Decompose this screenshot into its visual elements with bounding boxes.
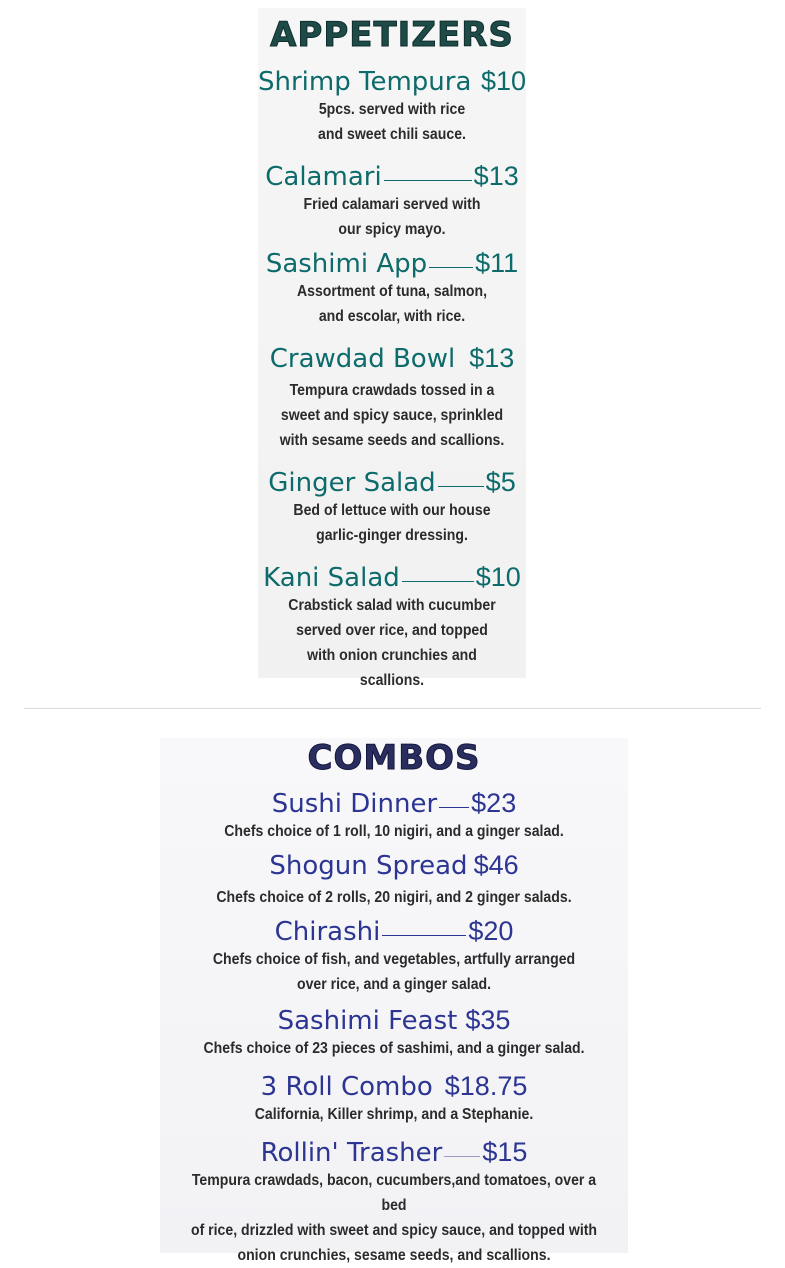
- item-description: Chefs choice of fish, and vegetables, artfully arranged over rice, and a ginger salad.: [212, 951, 576, 993]
- combos-menu-image: [160, 738, 628, 1264]
- item-description: California, Killer shrimp, and a Stephanie.: [254, 1106, 534, 1123]
- item-name: Ginger Salad: [268, 467, 436, 498]
- menu-item-sashimi-feast: [160, 1005, 628, 1061]
- item-price: $20: [468, 916, 514, 946]
- leader-line: [438, 486, 484, 487]
- menu-item-shrimp-tempura: [258, 66, 526, 147]
- menu-item-kani-salad: [258, 562, 526, 693]
- appetizers-heading: APPETIZERS: [270, 15, 514, 55]
- item-price: $10: [480, 66, 526, 96]
- leader-line: [444, 1156, 480, 1157]
- item-description: Bed of lettuce with our house garlic-ginger dressing.: [293, 502, 491, 544]
- item-price: $15: [482, 1137, 528, 1167]
- menu-item-sushi-dinner: [160, 788, 628, 844]
- menu-item-sashimi-app: [258, 248, 526, 329]
- leader-line: [429, 267, 473, 268]
- menu-item-chirashi: [160, 916, 628, 997]
- item-description: Chefs choice of 23 pieces of sashimi, and a ginger salad.: [203, 1040, 585, 1057]
- item-name: Shrimp Tempura: [258, 66, 472, 97]
- item-description: Tempura crawdads tossed in a sweet and spicy sauce, sprinkled with sesame seeds and scallions.: [279, 382, 505, 449]
- menu-item-shogun-spread: [160, 850, 628, 910]
- item-name: Crawdad Bowl: [269, 343, 456, 374]
- section-divider: [24, 708, 761, 709]
- item-price: $23: [471, 788, 517, 818]
- item-description: Tempura crawdads, bacon, cucumbers,and tomatoes, over a bed of rice, drizzled with sweet and spicy sauce, and topped with onion crunchies, sesame seeds, and scallions.: [190, 1172, 598, 1264]
- item-price: $13: [473, 161, 519, 191]
- item-price: $13: [469, 343, 515, 373]
- item-price: $11: [475, 248, 519, 278]
- leader-line: [439, 807, 469, 808]
- item-price: $10: [475, 562, 521, 592]
- menu-item-calamari: [258, 161, 526, 242]
- leader-line: [382, 935, 466, 936]
- item-price: $46: [473, 850, 519, 880]
- leader-line: [402, 581, 474, 582]
- item-description: Chefs choice of 2 rolls, 20 nigiri, and 2 ginger salads.: [216, 889, 572, 906]
- appetizers-menu-image: [258, 8, 526, 689]
- leader-line: [384, 180, 472, 181]
- item-price: $35: [465, 1005, 511, 1035]
- item-price: $5: [485, 467, 516, 497]
- item-description: Assortment of tuna, salmon, and escolar, with rice.: [296, 283, 488, 325]
- item-name: Sashimi App: [265, 248, 428, 279]
- item-description: Chefs choice of 1 roll, 10 nigiri, and a ginger salad.: [224, 823, 564, 840]
- item-price: $18.75: [444, 1071, 528, 1101]
- item-description: Crabstick salad with cucumber served over rice, and topped with onion crunchies and scallions.: [288, 597, 496, 689]
- item-name: Chirashi: [274, 916, 381, 947]
- item-name: Shogun Spread: [269, 850, 468, 881]
- item-name: Calamari: [265, 161, 382, 192]
- combos-heading: COMBOS: [307, 738, 481, 778]
- item-description: 5pcs. served with rice and sweet chili sauce.: [318, 101, 466, 143]
- item-name: Kani Salad: [263, 562, 400, 593]
- item-name: Rollin' Trasher: [260, 1137, 443, 1168]
- item-name: Sushi Dinner: [271, 788, 438, 819]
- item-description: Fried calamari served with our spicy mayo.: [303, 196, 481, 238]
- menu-item-rollin-trasher: [160, 1137, 628, 1268]
- menu-item-3-roll-combo: [160, 1071, 628, 1127]
- menu-item-crawdad-bowl: [258, 343, 526, 453]
- item-name: Sashimi Feast: [277, 1005, 458, 1036]
- item-name: 3 Roll Combo: [260, 1071, 433, 1102]
- menu-item-ginger-salad: [258, 467, 526, 548]
